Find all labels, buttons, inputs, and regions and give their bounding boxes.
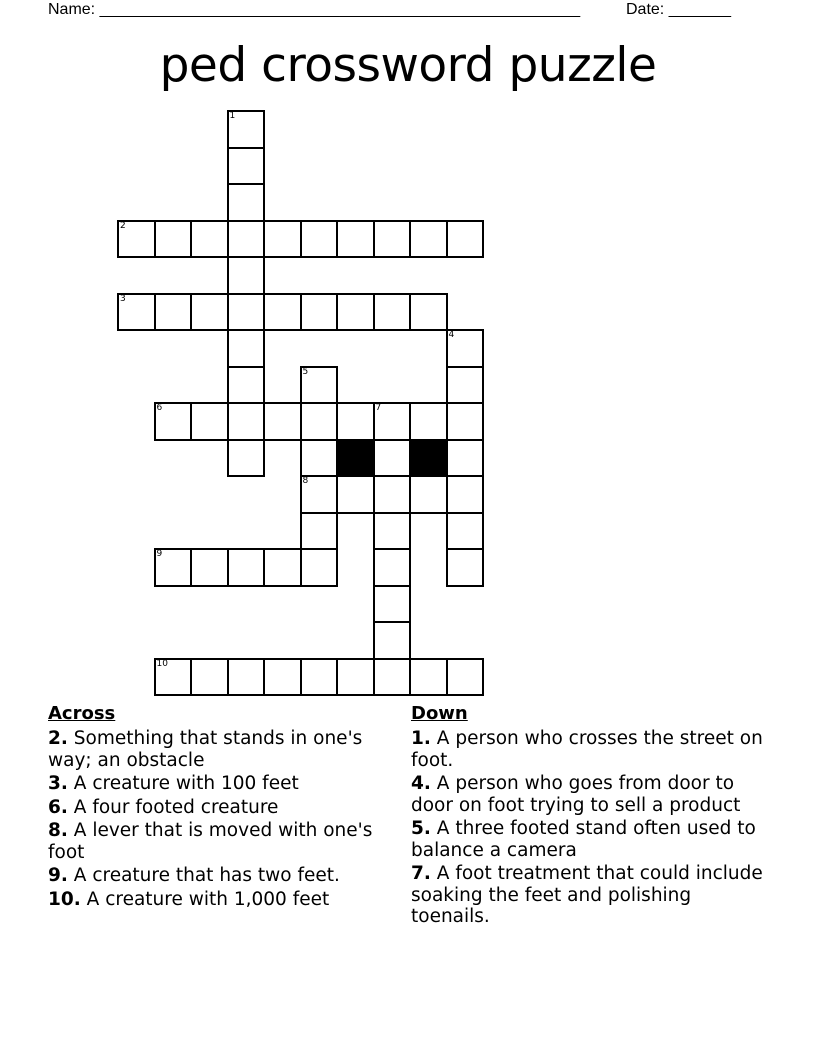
- crossword-cell[interactable]: [373, 621, 412, 660]
- crossword-cell[interactable]: [446, 439, 485, 478]
- crossword-cell[interactable]: [300, 220, 339, 259]
- crossword-cell[interactable]: [336, 402, 375, 441]
- cell-number: 9: [156, 549, 163, 559]
- crossword-cell[interactable]: [300, 366, 339, 405]
- crossword-cell[interactable]: [154, 658, 193, 697]
- crossword-cell[interactable]: [227, 329, 266, 368]
- crossword-cell[interactable]: [336, 220, 375, 259]
- crossword-cell[interactable]: [336, 475, 375, 514]
- crossword-cell[interactable]: [263, 293, 302, 332]
- crossword-cell[interactable]: [227, 293, 266, 332]
- clue-number: 5.: [411, 818, 431, 839]
- crossword-cell[interactable]: [373, 658, 412, 697]
- cell-number: 6: [156, 403, 163, 413]
- crossword-cell[interactable]: [373, 585, 412, 624]
- across-clue: [48, 889, 398, 911]
- crossword-cell[interactable]: [446, 366, 485, 405]
- crossword-cell[interactable]: [190, 402, 229, 441]
- down-clue: [411, 773, 771, 816]
- crossword-cell[interactable]: [227, 147, 266, 186]
- cell-number: 5: [302, 366, 309, 377]
- across-clue: [48, 820, 398, 863]
- crossword-cell[interactable]: [409, 658, 448, 697]
- crossword-cell[interactable]: [263, 220, 302, 259]
- crossword-cell[interactable]: [300, 475, 339, 514]
- clue-number: 8.: [48, 820, 68, 841]
- clue-text: A creature with 100 feet: [73, 773, 299, 794]
- crossword-cell[interactable]: [154, 548, 193, 587]
- clue-number: 7.: [411, 863, 431, 884]
- crossword-cell[interactable]: [336, 658, 375, 697]
- crossword-cell[interactable]: [227, 548, 266, 587]
- cell-number: 4: [448, 330, 455, 340]
- across-clue: [48, 865, 398, 887]
- clue-text: A four footed creature: [73, 796, 279, 818]
- across-clues: [48, 702, 398, 912]
- clue-number: 1.: [411, 728, 431, 749]
- cell-number: 7: [375, 403, 382, 413]
- crossword-block: [336, 439, 375, 478]
- crossword-cell[interactable]: [300, 293, 339, 332]
- crossword-cell[interactable]: [373, 220, 412, 259]
- crossword-block: [409, 439, 448, 478]
- down-clue: [411, 863, 771, 928]
- crossword-cell[interactable]: [263, 402, 302, 441]
- crossword-cell[interactable]: [117, 220, 156, 259]
- clue-number: 3.: [48, 773, 68, 794]
- crossword-cell[interactable]: [190, 548, 229, 587]
- crossword-cell[interactable]: [373, 512, 412, 551]
- cell-number: 10: [156, 658, 168, 669]
- clue-text: A creature that has two feet.: [73, 865, 340, 886]
- crossword-cell[interactable]: [117, 293, 156, 332]
- crossword-cell[interactable]: [263, 658, 302, 697]
- crossword-cell[interactable]: [446, 220, 485, 259]
- crossword-cell[interactable]: [409, 475, 448, 514]
- name-field-label: Name: ______________________________________________________: [48, 1, 581, 18]
- crossword-cell[interactable]: [409, 293, 448, 332]
- date-field-label: Date: _______: [626, 1, 731, 18]
- clue-number: 9.: [48, 865, 68, 886]
- crossword-cell[interactable]: [373, 402, 412, 441]
- crossword-cell[interactable]: [227, 183, 266, 222]
- crossword-cell[interactable]: [227, 220, 266, 259]
- crossword-cell[interactable]: [373, 439, 412, 478]
- crossword-cell[interactable]: [227, 110, 266, 149]
- across-clue: [48, 773, 398, 795]
- crossword-cell[interactable]: [300, 402, 339, 441]
- crossword-cell[interactable]: [446, 658, 485, 697]
- cell-number: 1: [229, 111, 236, 121]
- clue-text: A three footed stand often used to balance a camera: [411, 818, 756, 861]
- crossword-cell[interactable]: [190, 658, 229, 697]
- clue-number: 6.: [48, 796, 68, 818]
- crossword-cell[interactable]: [300, 548, 339, 587]
- crossword-cell[interactable]: [446, 402, 485, 441]
- crossword-cell[interactable]: [227, 658, 266, 697]
- crossword-cell[interactable]: [373, 293, 412, 332]
- crossword-cell[interactable]: [300, 439, 339, 478]
- down-clue: [411, 818, 771, 861]
- crossword-cell[interactable]: [227, 439, 266, 478]
- crossword-cell[interactable]: [227, 366, 266, 405]
- page-title: ped crossword puzzle: [159, 38, 657, 93]
- crossword-cell[interactable]: [446, 329, 485, 368]
- across-clue: [48, 728, 398, 771]
- crossword-cell[interactable]: [300, 658, 339, 697]
- across-heading: Across: [48, 703, 116, 724]
- clue-number: 10.: [48, 888, 81, 910]
- crossword-cell[interactable]: [154, 402, 193, 441]
- crossword-cell[interactable]: [190, 293, 229, 332]
- cell-number: 3: [120, 293, 126, 304]
- across-clue: [48, 797, 398, 819]
- crossword-cell[interactable]: [446, 512, 485, 551]
- crossword-cell[interactable]: [446, 548, 485, 587]
- clue-text: Something that stands in one's way; an obstacle: [48, 728, 363, 771]
- crossword-cell[interactable]: [446, 475, 485, 514]
- crossword-cell[interactable]: [373, 475, 412, 514]
- down-heading: Down: [411, 703, 468, 724]
- down-clue: [411, 728, 771, 771]
- crossword-cell[interactable]: [409, 220, 448, 259]
- crossword-cell[interactable]: [154, 293, 193, 332]
- cell-number: 8: [302, 476, 309, 486]
- down-clues: [411, 702, 771, 930]
- clue-text: A foot treatment that could include soaking the feet and polishing toenails.: [411, 863, 763, 927]
- crossword-cell[interactable]: [227, 256, 266, 295]
- crossword-cell[interactable]: [336, 293, 375, 332]
- clue-text: A person who goes from door to door on foot trying to sell a product: [411, 773, 741, 816]
- crossword-cell[interactable]: [300, 512, 339, 551]
- crossword-cell[interactable]: [190, 220, 229, 259]
- crossword-cell[interactable]: [373, 548, 412, 587]
- crossword-cell[interactable]: [227, 402, 266, 441]
- clue-text: A creature with 1,000 feet: [86, 888, 330, 910]
- clue-number: 4.: [411, 773, 431, 794]
- crossword-cell[interactable]: [263, 548, 302, 587]
- clue-number: 2.: [48, 728, 68, 749]
- clue-text: A lever that is moved with one's foot: [48, 820, 373, 863]
- crossword-cell[interactable]: [154, 220, 193, 259]
- clue-text: A person who crosses the street on foot.: [411, 728, 763, 771]
- crossword-cell[interactable]: [409, 402, 448, 441]
- cell-number: 2: [120, 220, 126, 231]
